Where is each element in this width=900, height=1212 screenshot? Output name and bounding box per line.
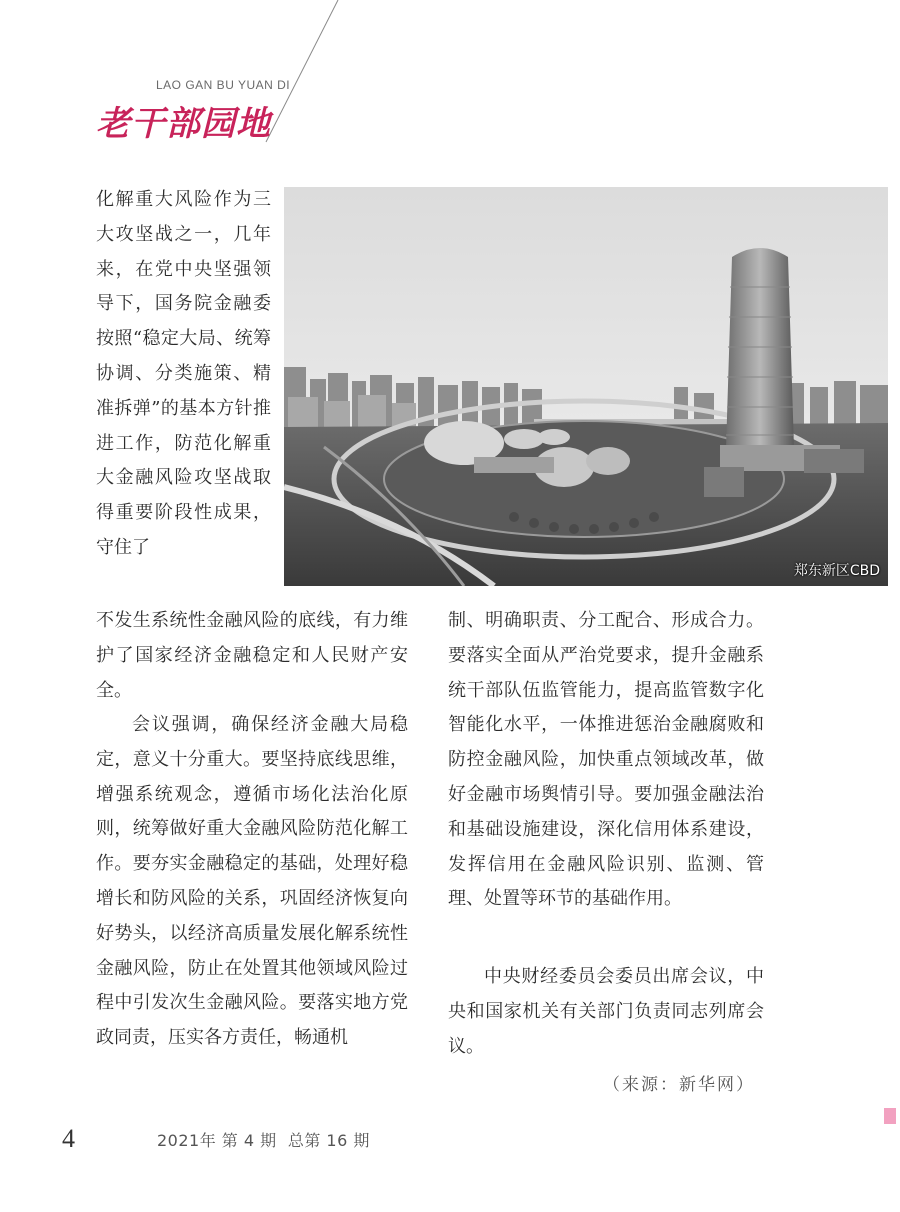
- paragraph-4: 中央财经委员会委员出席会议，中央和国家机关有关部门负责同志列席会议。: [448, 966, 764, 1057]
- paragraph-3: 制、明确职责、分工配合、形成合力。要落实全面从严治党要求，提升金融系统干部队伍监管能力，提高监管数字化智能化水平，一体推进惩治金融腐败和防控金融风险，加快重点领域改革，做好金融市场舆情引导。要加强金融法治和基础设施建设，深化信用体系建设，发挥信用在金融风险识别、监测、管理、处置等环节的基础作用。: [448, 610, 764, 910]
- article-source: （来源：新华网）: [603, 1075, 755, 1095]
- page-number: 4: [62, 1124, 75, 1153]
- paragraph-2: 会议强调，确保经济金融大局稳定，意义十分重大。要坚持底线思维，增强系统观念，遵循市场化法治化原则，统筹做好重大金融风险防范化解工作。要夯实金融稳定的基础，处理好稳增长和防风险的关系，巩固经济恢复向好势头，以经济高质量发展化解系统性金融风险，防止在处置其他领域风险过程中引发次生金融风险。要落实地方党政同责，压实各方责任，畅通机: [96, 714, 408, 1049]
- masthead-pinyin: LAO GAN BU YUAN DI: [156, 78, 291, 92]
- photo-caption: 郑东新区CBD: [793, 563, 880, 579]
- cbd-photo: [284, 187, 888, 586]
- issue-info: 2021年 第 4 期 总第 16 期: [157, 1131, 370, 1150]
- cbd-photo-illustration: [284, 187, 888, 586]
- paragraph-1-continued: 不发生系统性金融风险的底线，有力维护了国家经济金融稳定和人民财产安全。: [96, 610, 408, 701]
- paragraph-1-wrap: 化解重大风险作为三大攻坚战之一，几年来，在党中央坚强领导下，国务院金融委按照“稳定大局、统筹协调、分类施策、精准拆弹”的基本方针推进工作，防范化解重大金融风险攻坚战取得重要阶段性成果，守住了: [96, 189, 271, 558]
- masthead-title: 老干部园地: [96, 104, 271, 144]
- edge-color-tab: [884, 1108, 896, 1124]
